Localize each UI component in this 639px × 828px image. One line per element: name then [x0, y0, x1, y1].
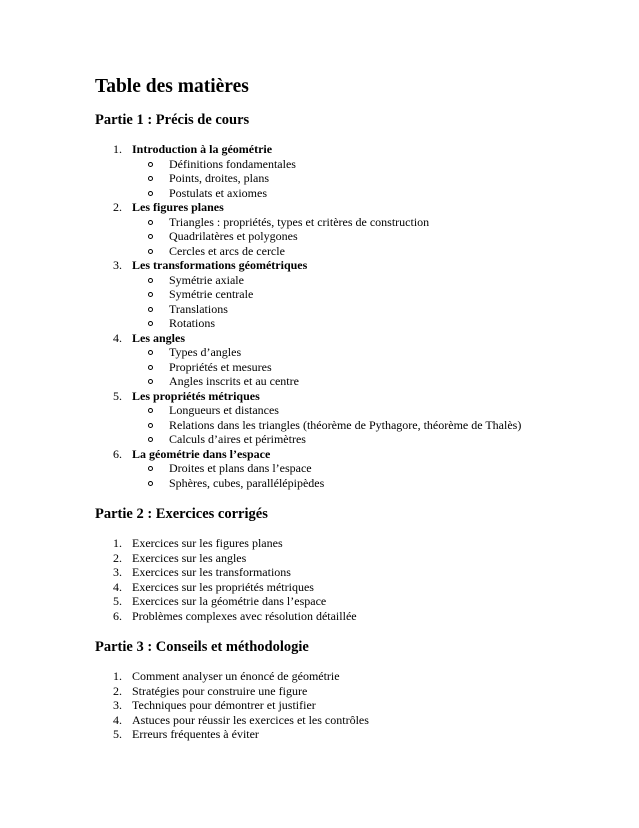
item-text: Erreurs fréquentes à éviter [132, 727, 259, 741]
list-item [95, 727, 615, 742]
circle-bullet-icon [148, 350, 153, 355]
item-number: 1. [113, 536, 122, 550]
circle-bullet-icon [148, 365, 153, 370]
sub-item-text: Translations [169, 301, 228, 316]
circle-bullet-icon [148, 481, 153, 486]
part-3-list [95, 669, 615, 742]
part-1-chapter-list [95, 142, 615, 490]
list-item [95, 698, 615, 713]
chapter-item [95, 447, 615, 462]
item-text: Problèmes complexes avec résolution détaillée [132, 608, 357, 623]
sub-item [95, 171, 615, 186]
circle-bullet-icon [148, 292, 153, 297]
sub-item [95, 273, 615, 288]
sub-item [95, 229, 615, 244]
sub-item-text: Types d’angles [169, 345, 242, 359]
item-text: Comment analyser un énoncé de géométrie [132, 669, 340, 683]
sub-item-text: Rotations [169, 316, 216, 330]
chapter-title: Les transformations géométriques [132, 258, 308, 272]
chapter-number: 4. [113, 330, 122, 345]
chapter-title: Les angles [132, 330, 186, 345]
sub-item [95, 316, 615, 331]
item-number: 5. [113, 594, 122, 608]
part-2-list [95, 536, 615, 623]
chapter-number: 5. [113, 388, 122, 403]
sub-item-text: Droites et plans dans l’espace [169, 461, 312, 475]
list-item [95, 580, 615, 595]
chapter-number: 3. [113, 258, 122, 272]
list-item [95, 713, 615, 728]
item-number: 6. [113, 608, 122, 623]
item-text: Exercices sur les transformations [132, 565, 291, 579]
circle-bullet-icon [148, 249, 153, 254]
circle-bullet-icon [148, 423, 153, 428]
sub-item [95, 374, 615, 389]
sub-item-text: Symétrie axiale [169, 272, 244, 287]
sub-item [95, 461, 615, 476]
item-text: Techniques pour démontrer et justifier [132, 698, 316, 712]
chapter-number: 1. [113, 142, 122, 156]
chapter-item [95, 389, 615, 404]
list-item [95, 594, 615, 609]
sub-item-text: Propriétés et mesures [169, 359, 272, 374]
sub-item [95, 215, 615, 230]
sub-item-text: Triangles : propriétés, types et critères de construction [169, 214, 430, 229]
sub-item [95, 432, 615, 447]
chapter-number: 2. [113, 200, 122, 214]
circle-bullet-icon [148, 234, 153, 239]
sub-item-text: Sphères, cubes, parallélépipèdes [169, 475, 325, 490]
circle-bullet-icon [148, 220, 153, 225]
sub-item [95, 403, 615, 418]
circle-bullet-icon [148, 408, 153, 413]
sub-item-text: Postulats et axiomes [169, 185, 267, 200]
chapter-item [95, 200, 615, 215]
chapter-item [95, 142, 615, 157]
part-3-heading: Partie 3 : Conseils et méthodologie [95, 639, 309, 655]
item-text: Exercices sur les figures planes [132, 536, 283, 550]
chapter-title: Introduction à la géométrie [132, 142, 273, 156]
sub-item-text: Quadrilatères et polygones [169, 229, 298, 243]
list-item [95, 565, 615, 580]
sub-item-text: Définitions fondamentales [169, 156, 296, 171]
list-item [95, 536, 615, 551]
circle-bullet-icon [148, 466, 153, 471]
sub-item [95, 476, 615, 491]
item-number: 2. [113, 683, 122, 698]
sub-item-text: Calculs d’aires et périmètres [169, 432, 306, 446]
circle-bullet-icon [148, 437, 153, 442]
sub-item [95, 302, 615, 317]
sub-item-text: Symétrie centrale [169, 287, 254, 301]
item-number: 4. [113, 712, 122, 727]
part-2-heading: Partie 2 : Exercices corrigés [95, 506, 268, 522]
item-text: Astuces pour réussir les exercices et les contrôles [132, 712, 369, 727]
item-text: Stratégies pour construire une figure [132, 683, 308, 698]
circle-bullet-icon [148, 191, 153, 196]
sub-item [95, 157, 615, 172]
sub-item [95, 186, 615, 201]
item-number: 4. [113, 579, 122, 594]
sub-item-text: Points, droites, plans [169, 171, 270, 185]
list-item [95, 609, 615, 624]
chapter-title: La géométrie dans l’espace [132, 446, 271, 461]
circle-bullet-icon [148, 176, 153, 181]
chapter-title: Les propriétés métriques [132, 388, 260, 403]
sub-item [95, 287, 615, 302]
sub-item-text: Cercles et arcs de cercle [169, 243, 285, 258]
circle-bullet-icon [148, 307, 153, 312]
sub-item [95, 360, 615, 375]
sub-item-text: Longueurs et distances [169, 403, 279, 417]
part-1-heading: Partie 1 : Précis de cours [95, 112, 250, 128]
list-item [95, 669, 615, 684]
sub-item [95, 244, 615, 259]
chapter-item [95, 331, 615, 346]
item-number: 5. [113, 727, 122, 741]
document-page [95, 76, 615, 742]
item-text: Exercices sur la géométrie dans l’espace [132, 594, 327, 608]
sub-item [95, 418, 615, 433]
sub-item-text: Angles inscrits et au centre [169, 374, 299, 388]
circle-bullet-icon [148, 278, 153, 283]
chapter-title: Les figures planes [132, 200, 224, 214]
circle-bullet-icon [148, 162, 153, 167]
chapter-item [95, 258, 615, 273]
item-text: Exercices sur les angles [132, 550, 247, 565]
item-text: Exercices sur les propriétés métriques [132, 579, 314, 594]
item-number: 1. [113, 669, 122, 683]
circle-bullet-icon [148, 321, 153, 326]
chapter-number: 6. [113, 446, 122, 461]
item-number: 3. [113, 565, 122, 579]
item-number: 3. [113, 698, 122, 712]
list-item [95, 684, 615, 699]
document-title: Table des matières [95, 76, 249, 97]
sub-item [95, 345, 615, 360]
list-item [95, 551, 615, 566]
item-number: 2. [113, 550, 122, 565]
sub-item-text: Relations dans les triangles (théorème de Pythagore, théorème de Thalès) [169, 417, 522, 432]
circle-bullet-icon [148, 379, 153, 384]
